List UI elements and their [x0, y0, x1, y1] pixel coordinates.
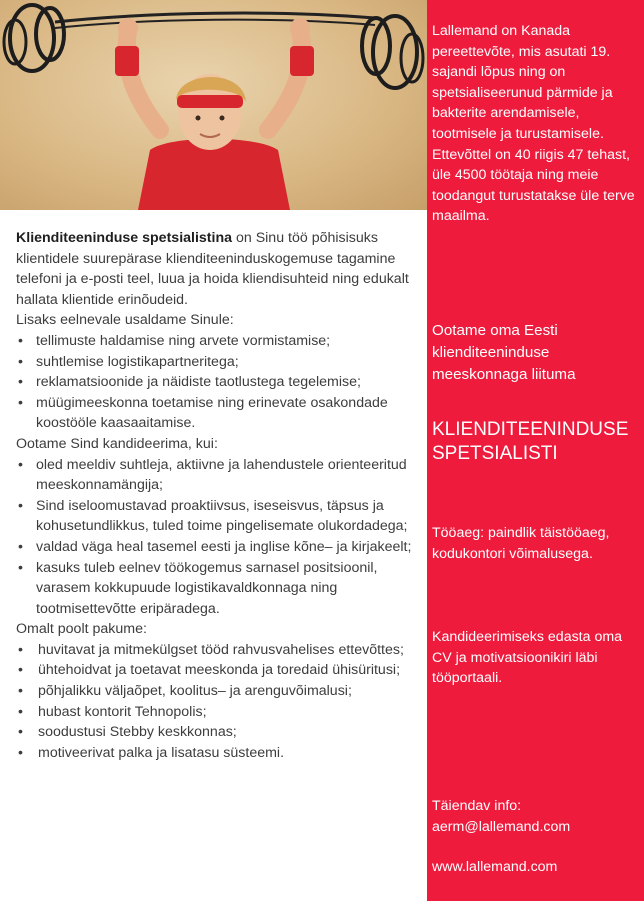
worktime-text: Tööaeg: paindlik täistööaeg, kodukontori võimalusega.: [432, 525, 610, 562]
candidate-title: Ootame Sind kandideerima, kui:: [16, 435, 218, 452]
tasks-list: [16, 331, 416, 434]
list-item: • oled meeldiv suhtleja, aktiivne ja lahendustele orienteeritud meeskonnamängija;: [16, 455, 416, 496]
website-link[interactable]: www.lallemand.com: [432, 859, 558, 875]
list-item: • reklamatsioonide ja näidiste taotlustega tegelemise;: [16, 372, 416, 393]
join-text: Ootame oma Eesti klienditeeninduse meeskonnaga liituma: [432, 322, 576, 383]
position-title: KLIENDITEENINDUSE SPETSIALISTI: [432, 419, 629, 464]
contact-info: [432, 796, 640, 837]
list-item: • motiveerivat palka ja lisatasu süsteemi.: [16, 743, 416, 764]
sidebar-panel: [427, 0, 644, 901]
offer-list: [16, 640, 416, 764]
job-description: [16, 228, 416, 763]
list-item: • ühtehoidvat ja toetavat meeskonda ja toredaid ühisüritusi;: [16, 660, 416, 681]
list-item: • valdad väga heal tasemel eesti ja inglise kõne– ja kirjakeelt;: [16, 537, 416, 558]
info-label: Täiendav info:: [432, 798, 522, 814]
intro-strong: Klienditeeninduse spetsialistina: [16, 230, 233, 246]
list-item: • hubast kontorit Tehnopolis;: [16, 702, 416, 723]
company-about: Lallemand on Kanada pereettevõte, mis asutati 19. sajandi lõpus ning on spetsialiseerunud pärmide ja bakterite arendamisele, tootmisele ja turustamisele. Ettevõttel on 40 riigis 47 tehast, üle 4500 töötaja ning meie toodangut turustatakse üle terve maailma.: [432, 23, 635, 225]
list-item: • huvitavat ja mitmekülgset tööd rahvusvahelises ettevõttes;: [16, 640, 416, 661]
email-link[interactable]: aerm@lallemand.com: [432, 818, 571, 835]
apply-text: Kandideerimiseks edasta oma CV ja motivatsioonikiri läbi tööportaali.: [432, 629, 623, 687]
intro-paragraph: [16, 228, 416, 310]
list-item: • põhjalikku väljaõpet, koolitus– ja arenguvõimalusi;: [16, 681, 416, 702]
list-item: • Sind iseloomustavad proaktiivsus, iseseisvus, täpsus ja kohusetundlikkus, tuled toime pingelisemate olukordadega;: [16, 496, 416, 537]
list-item: • suhtlemise logistikapartneritega;: [16, 352, 416, 373]
intro-text: on Sinu töö põhisisuks klientidele suurepärase klienditeeninduskogemuse tagamine telefoni ja e-posti teel, luua ja hoida kliendisuhteid ning edukalt hallata klientide erinõudeid.: [16, 230, 409, 308]
list-item: • tellimuste haldamise ning arvete vormistamise;: [16, 331, 416, 352]
list-item: • soodustusi Stebby keskkonnas;: [16, 722, 416, 743]
list-item: • müügimeeskonna toetamise ning erinevate osakondade koostööle kaasaaitamise.: [16, 393, 416, 434]
candidate-list: [16, 455, 416, 620]
offer-title: Omalt poolt pakume:: [16, 621, 147, 638]
child-lifting-barbell-icon: [0, 0, 427, 210]
list-item: • kasuks tuleb eelnev töökogemus sarnasel positsioonil, varasem kokkupuude logistikavaldkonnaga ning tootmisettevõtte eripäradega.: [16, 558, 416, 620]
tasks-title: Lisaks eelnevale usaldame Sinule:: [16, 312, 234, 329]
hero-image: [0, 0, 427, 210]
